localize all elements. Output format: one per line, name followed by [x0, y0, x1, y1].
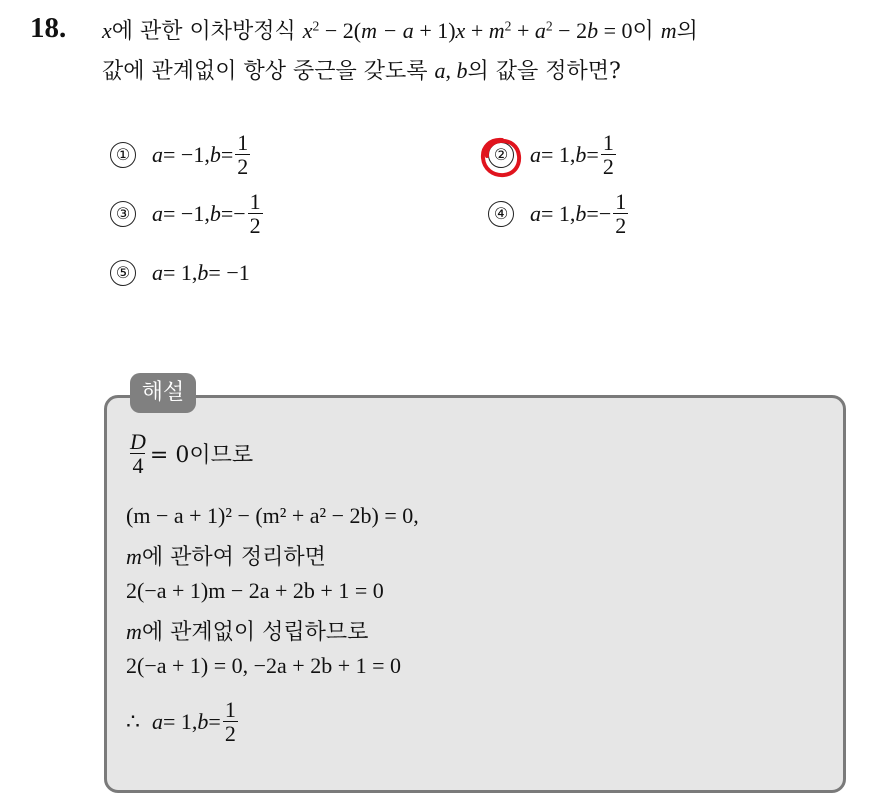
solution-line-3: m에 관하여 정리하면 [126, 544, 326, 570]
problem-number: 18. [30, 12, 67, 44]
problem-line-2: 값에 관계없이 항상 중근을 갖도록 a, b의 값을 정하면? [102, 58, 621, 84]
fraction: $\frac{1}{2}$ [615, 189, 627, 239]
choice-marker: ② [488, 142, 514, 168]
solution-label: 해설 [130, 373, 196, 413]
solution-line-2: (m − a + 1)² − (m² + a² − 2b) = 0, [126, 503, 419, 528]
choice-marker: ① [110, 142, 136, 168]
solution-line-6: 2(−a + 1) = 0, −2a + 2b + 1 = 0 [126, 653, 402, 678]
solution-line-1: $\frac{D}{4}$ = 0이므로 [130, 429, 254, 479]
choice-2[interactable]: ② a = 1, b = $\frac{1}{2}$ [488, 131, 618, 178]
answer-circle-mark-icon [478, 135, 524, 181]
choice-marker: ⑤ [110, 260, 136, 286]
fraction: $\frac{1}{2}$ [237, 130, 249, 180]
problem-line-1: x에 관한 이차방정식 $x^2 - 2(m - a + 1)x + m^2 + a^2 - 2b = 0$이 m의 [102, 18, 698, 44]
choice-marker: ④ [488, 201, 514, 227]
fraction: $\frac{D}{4}$ [130, 429, 146, 479]
solution-line-7: ∴ a = 1, b = $\frac{1}{2}$ [126, 697, 236, 747]
choice-1[interactable]: ① a = −1, b = $\frac{1}{2}$ [110, 131, 252, 178]
fraction: $\frac{1}{2}$ [224, 697, 236, 747]
choice-marker: ③ [110, 201, 136, 227]
fraction: $\frac{1}{2}$ [602, 130, 614, 180]
choice-4[interactable]: ④ a = 1, b = − $\frac{1}{2}$ [488, 190, 630, 237]
choice-5[interactable]: ⑤ a = 1, b = −1 [110, 260, 250, 286]
solution-line-4: 2(−a + 1)m − 2a + 2b + 1 = 0 [126, 578, 384, 603]
solution-line-5: m에 관계없이 성립하므로 [126, 619, 369, 645]
fraction: $\frac{1}{2}$ [249, 189, 261, 239]
choice-3[interactable]: ③ a = −1, b = − $\frac{1}{2}$ [110, 190, 265, 237]
